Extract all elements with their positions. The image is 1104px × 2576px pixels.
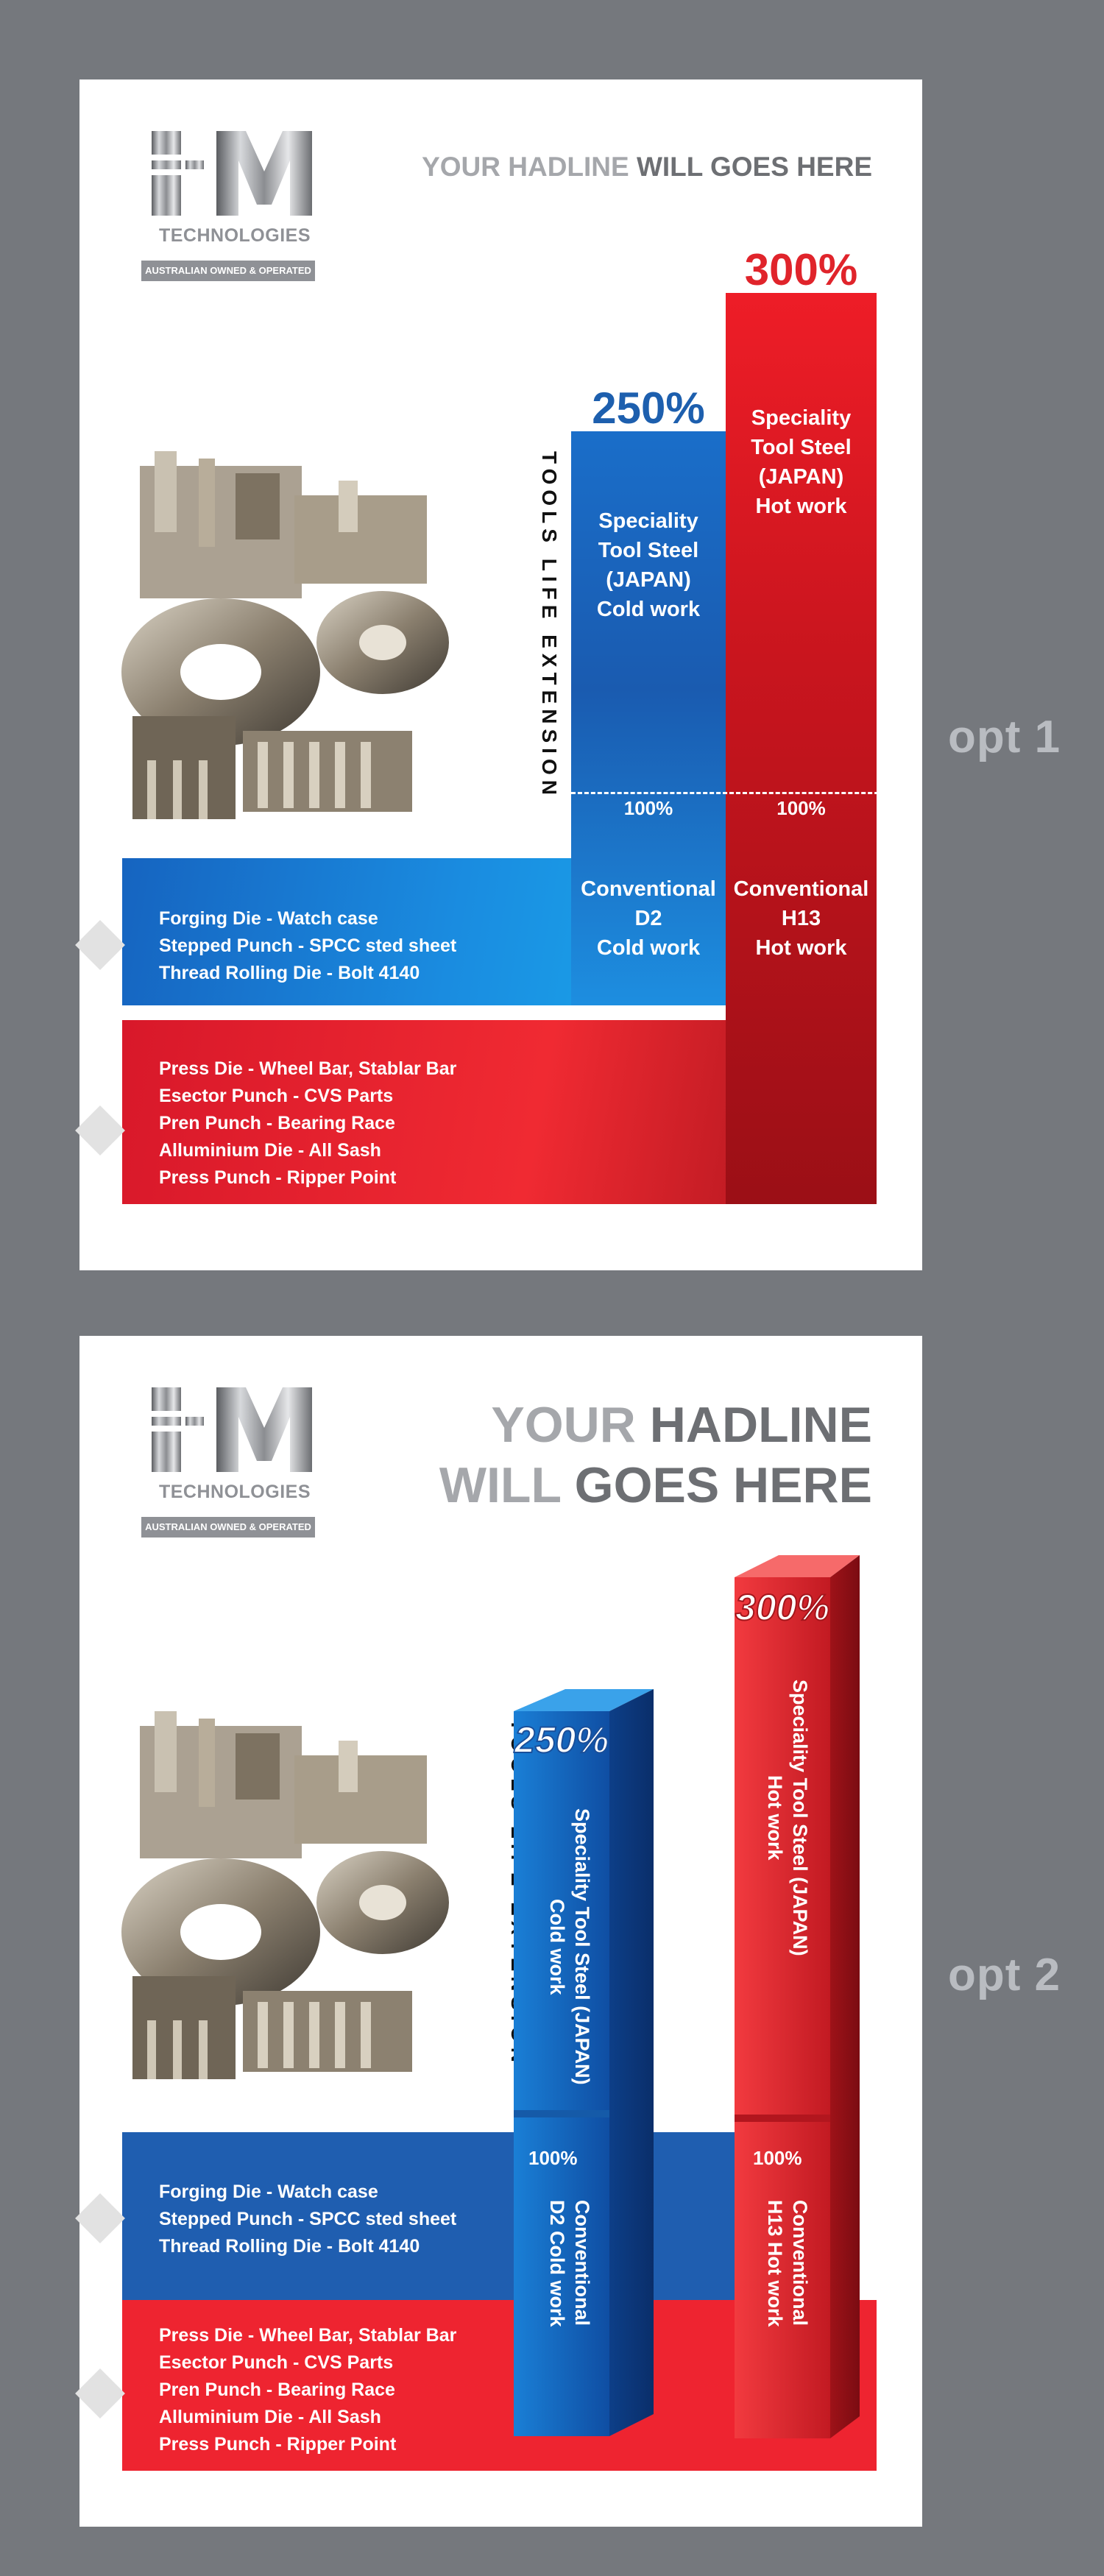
list-item: Press Die - Wheel Bar, Stablar Bar <box>159 1058 457 1079</box>
list-item: Press Die - Wheel Bar, Stablar Bar <box>159 2325 457 2346</box>
option-2-panel <box>79 1336 922 2527</box>
speciality-hot-work-label: Speciality Tool Steel (JAPAN) Hot work <box>751 406 852 518</box>
cold-work-base-percent: 100% <box>528 2147 578 2169</box>
headline <box>422 152 872 183</box>
hot-work-percent: 300% <box>744 245 858 294</box>
cold-work-percent: 250% <box>514 1719 609 1761</box>
conventional-hot-work-label: Conventional H13 Hot work <box>733 877 869 960</box>
headline-dark: WILL GOES HERE <box>636 152 872 182</box>
baseline-divider <box>571 792 899 794</box>
list-item: Pren Punch - Bearing Race <box>159 1113 395 1133</box>
brand-tagline: AUSTRALIAN OWNED & OPERATED <box>141 261 315 281</box>
hot-work-pillar <box>727 1555 926 2438</box>
cold-work-pillar <box>499 1689 698 2436</box>
conventional-hot-work-label: Conventional H13 Hot work <box>764 2199 811 2327</box>
tooling-parts-image <box>118 1711 464 2098</box>
cold-work-percent: 250% <box>592 383 705 433</box>
brand-technologies: TECHNOLOGIES <box>158 1482 311 1502</box>
brand-technologies: TECHNOLOGIES <box>158 225 311 246</box>
list-item: Esector Punch - CVS Parts <box>159 2352 394 2373</box>
list-item: Forging Die - Watch case <box>159 2182 378 2202</box>
speciality-cold-work-label: Speciality Tool Steel (JAPAN) Cold work <box>596 509 701 621</box>
list-item: Esector Punch - CVS Parts <box>159 1086 394 1106</box>
speciality-cold-work-label: Speciality Tool Steel (JAPAN) Cold work <box>546 1808 593 2085</box>
conventional-cold-work-label: Conventional D2 Cold work <box>546 2199 593 2327</box>
option-1-label: opt 1 <box>948 712 1061 762</box>
hm-logo-mark-icon <box>150 131 319 216</box>
list-item: Thread Rolling Die - Bolt 4140 <box>159 963 420 983</box>
list-item: Alluminium Die - All Sash <box>159 2407 381 2427</box>
hot-work-applications <box>159 1055 456 1192</box>
brand-tagline: AUSTRALIAN OWNED & OPERATED <box>141 1517 315 1538</box>
hm-logo-mark-icon <box>150 1387 319 1472</box>
hot-work-applications <box>159 2322 456 2458</box>
tools-life-extension-title: TOOLS LIFE EXTENSION <box>538 451 561 800</box>
option-1-panel <box>79 79 922 1270</box>
conventional-cold-work-label: Conventional D2 Cold work <box>581 877 716 960</box>
headline-light: YOUR HADLINE <box>422 152 637 182</box>
list-item: Stepped Punch - SPCC sted sheet <box>159 2209 457 2229</box>
hm-logo <box>145 1387 319 1542</box>
cold-work-applications <box>159 2179 456 2260</box>
list-item: Press Punch - Ripper Point <box>159 2434 397 2455</box>
cold-work-applications <box>159 905 456 987</box>
cold-work-base-percent: 100% <box>623 797 673 819</box>
list-item: Alluminium Die - All Sash <box>159 1140 381 1161</box>
list-item: Pren Punch - Bearing Race <box>159 2379 395 2400</box>
list-item: Press Punch - Ripper Point <box>159 1167 397 1188</box>
list-item: Forging Die - Watch case <box>159 908 378 929</box>
list-item: Thread Rolling Die - Bolt 4140 <box>159 2236 420 2257</box>
hot-work-base-percent: 100% <box>776 797 826 819</box>
hm-logo <box>145 131 319 286</box>
option-2-label: opt 2 <box>948 1950 1061 2000</box>
list-item: Stepped Punch - SPCC sted sheet <box>159 935 457 956</box>
headline: YOUR HADLINE WILL GOES HERE <box>439 1397 872 1513</box>
speciality-hot-work-label: Speciality Tool Steel (JAPAN) Hot work <box>764 1680 811 1956</box>
hot-work-percent: 300% <box>735 1587 829 1628</box>
hot-work-base-percent: 100% <box>753 2147 802 2169</box>
tooling-parts-image <box>118 451 464 838</box>
